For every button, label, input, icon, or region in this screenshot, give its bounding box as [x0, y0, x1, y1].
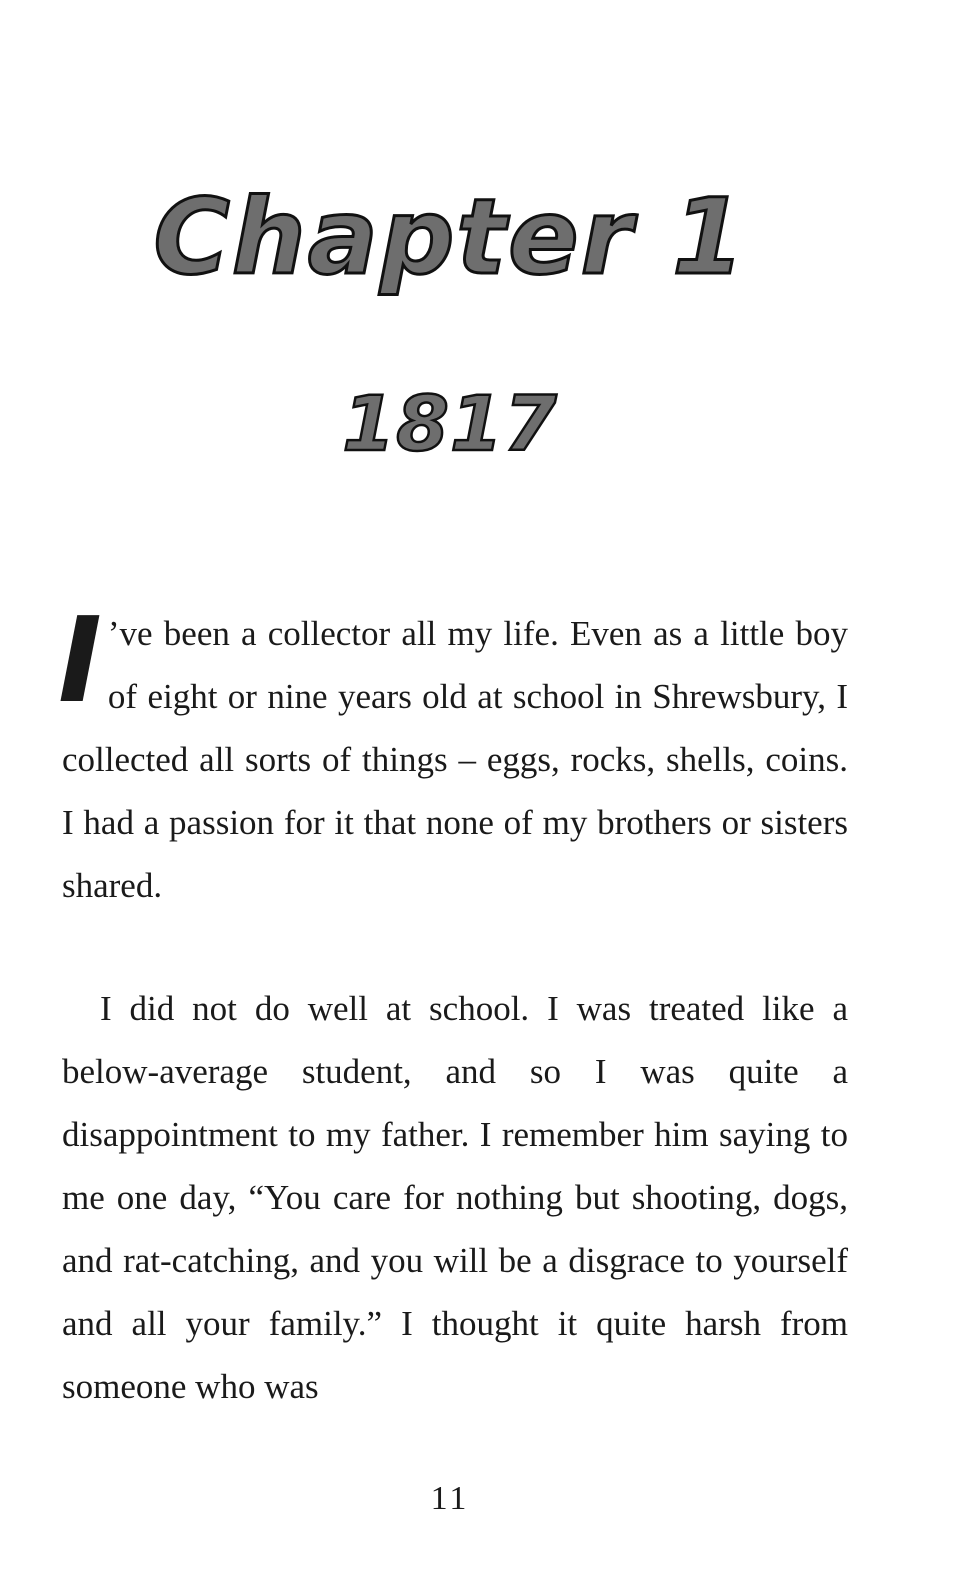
drop-cap: I	[58, 591, 102, 729]
paragraph-1-text: ’ve been a collector all my life. Even as a little boy of eight or nine years old at school in Shrewsbury, I collected all sorts of things – eggs, rocks, shells, coins. I had a passion for it that none of my brothers or sisters shared.	[62, 614, 848, 905]
chapter-title: Chapter 1	[153, 176, 747, 298]
paragraph-2	[62, 977, 848, 1418]
chapter-subtitle: 1817	[342, 379, 558, 468]
paragraph-1	[58, 591, 848, 917]
page-number: 11	[430, 1480, 470, 1517]
paragraph-2-text: I did not do well at school. I was treated like a below-average student, and so I was quite a disappointment to my father. I remember him saying to me one day, “You care for nothing but shooting, dogs, and rat-catching, and you will be a disgrace to yourself and all your family.” I thought it quite harsh from someone who was	[62, 989, 848, 1406]
